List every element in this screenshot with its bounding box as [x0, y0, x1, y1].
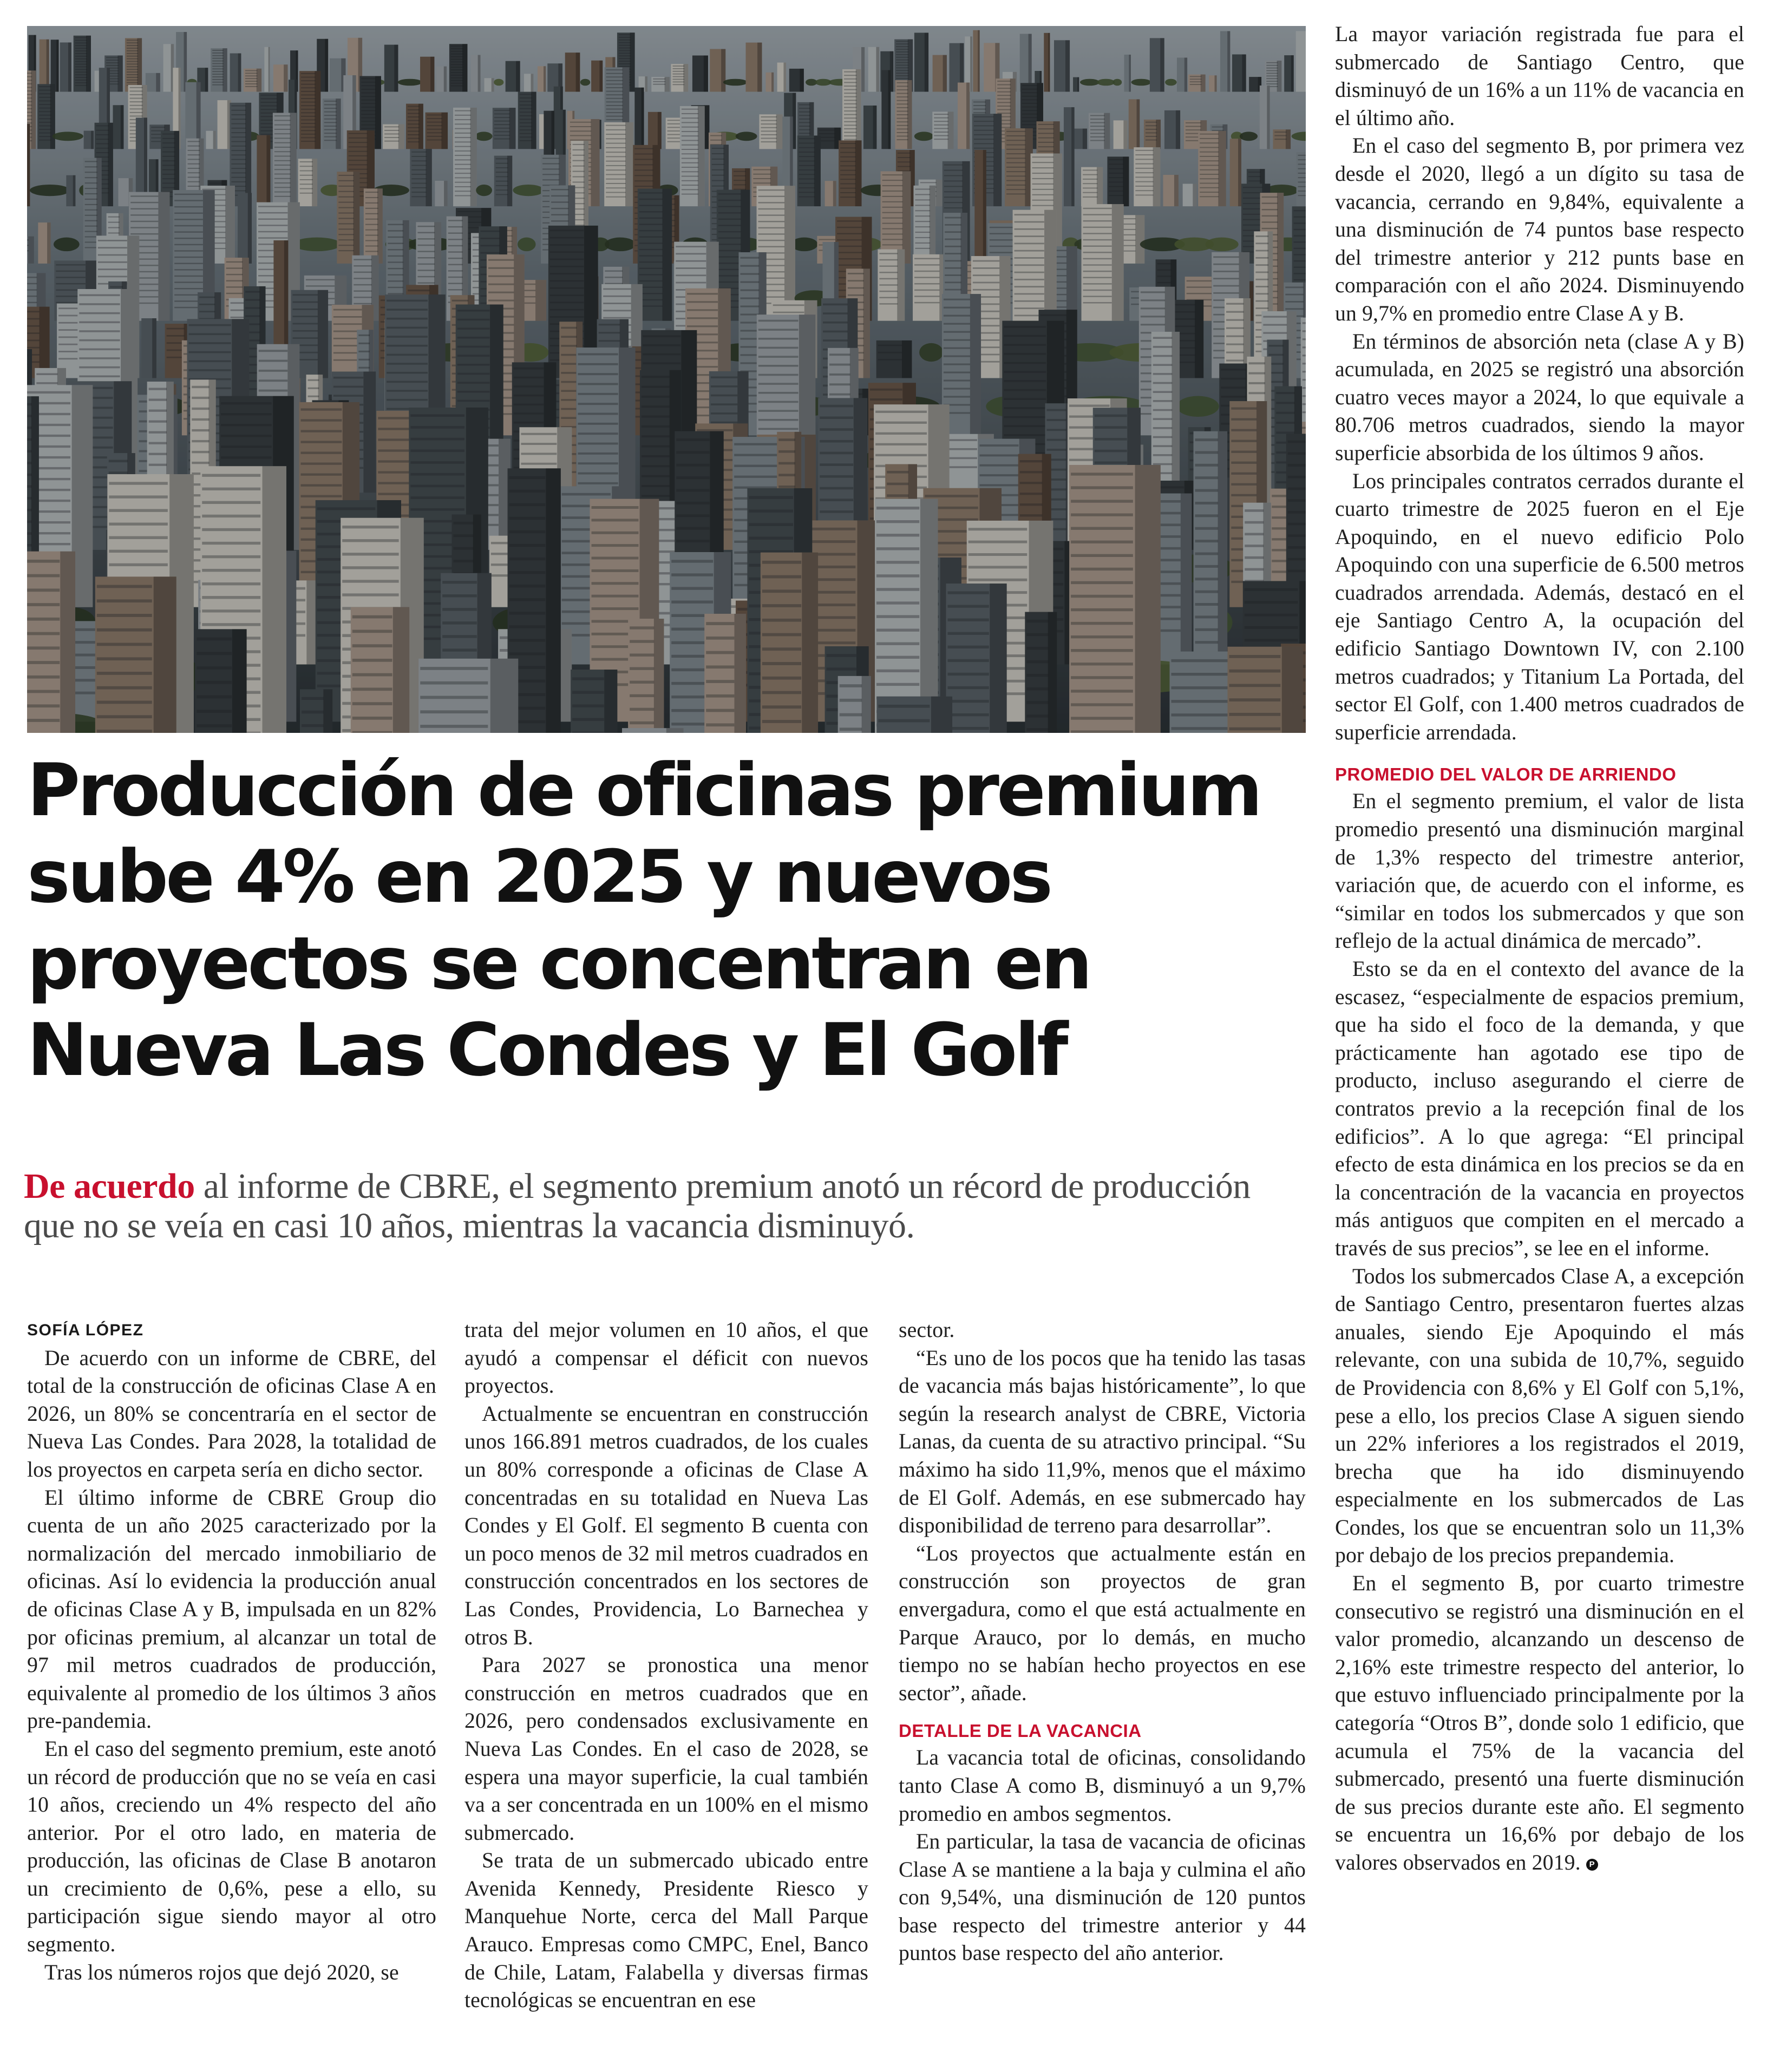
headline-line: Nueva Las Condes y El Golf: [27, 1008, 1066, 1092]
article-headline: [27, 747, 1310, 1093]
subheading: PROMEDIO DEL VALOR DE ARRIENDO: [1335, 764, 1677, 785]
headline-line: proyectos se concentran en: [27, 921, 1090, 1006]
paragraph: La mayor variación registrada fue para el submercado de Santiago Centro, que disminuyó de un 16% a un 11% de vacancia en el último año.: [1335, 22, 1744, 130]
paragraph: Esto se da en el contexto del avance de la escasez, “especialmente de espacios premium, que ha sido el foco de la demanda, y que prácticamente han agotado ese tipo de producto, incluso asegurando el cierre de contratos previo a la recepción final de los edificios”. A lo que agrega: “El principal efecto de esta dinámica en los precios se da en la concentración de la vacancia en proyectos más antiguos que compiten en el mercado a través de sus precios”, se lee en el informe.: [1335, 957, 1744, 1260]
paragraph: De acuerdo con un informe de CBRE, del total de la construcción de oficinas Clase A en 2026, un 80% se concentraría en el sector de Nueva Las Condes. Para 2028, la totalidad de los proyectos en carpeta sería en dicho sector.: [27, 1346, 436, 1481]
paragraph: “Es uno de los pocos que ha tenido las tasas de vacancia más bajas históricamente”, lo que según la research analyst de CBRE, Victoria Lanas, da cuenta de su atractivo principal. “Su máximo ha sido 11,9%, menos que el máximo de El Golf. Además, en ese submercado hay disponibilidad de terreno para desarrollar”.: [899, 1346, 1306, 1538]
end-of-article-mark: P: [1586, 1859, 1598, 1871]
article-column-1: [27, 1316, 436, 1986]
paragraph: [1335, 1570, 1744, 1877]
paragraph: Actualmente se encuentran en construcción unos 166.891 metros cuadrados, de los cuales un 80% corresponde a oficinas de Clase A concentradas en su totalidad en Nueva Las Condes y El Golf. El segmento B cuenta con un poco menos de 32 mil metros cuadrados en construcción concentrados en los sectores de Las Condes, Providencia, Lo Barnechea y otros B.: [464, 1401, 868, 1649]
paragraph: Tras los números rojos que dejó 2020, se: [44, 1960, 399, 1984]
paragraph: En el segmento premium, el valor de lista promedio presentó una disminución marginal de 1,3% respecto del trimestre anterior, variación que, de acuerdo con el informe, es “similar en todos los submercados y que son reflejo de la actual dinámica de mercado”.: [1335, 789, 1744, 953]
article-column-3: [899, 1316, 1306, 1968]
paragraph: El último informe de CBRE Group dio cuenta de un año 2025 caracterizado por la normalización del mercado inmobiliario de oficinas. Así lo evidencia la producción anual de oficinas Clase A y B, impulsada en un 82% por oficinas premium, al alcanzar un total de 97 mil metros cuadrados de producción, equivalente al promedio de los últimos 3 años pre-pandemia.: [27, 1485, 436, 1733]
deck-text: al informe de CBRE, el segmento premium anotó un récord de producción que no se veía en casi 10 años, mientras la vacancia disminuyó.: [24, 1166, 1251, 1245]
author-byline: SOFÍA LÓPEZ: [27, 1321, 144, 1339]
paragraph: sector.: [899, 1318, 955, 1342]
subheading: DETALLE DE LA VACANCIA: [899, 1721, 1142, 1741]
deck-lead: De acuerdo: [24, 1166, 195, 1206]
paragraph: En el caso del segmento premium, este anotó un récord de producción que no se veía en casi 10 años, creciendo un 4% respecto del año anterior. Por el otro lado, en materia de producción, las oficinas de Clase B anotaron un crecimiento de 0,6%, pese a ello, su participación sigue siendo mayor al otro segmento.: [27, 1736, 436, 1957]
paragraph: La vacancia total de oficinas, consolidando tanto Clase A como B, disminuyó a un 9,7% promedio en ambos segmentos.: [899, 1746, 1306, 1826]
paragraph: En el caso del segmento B, por primera vez desde el 2020, llegó a un dígito su tasa de vacancia, cerrando en 9,84%, equivalente a una disminución de 74 puntos base respecto del trimestre anterior y 212 punts base en comparación con el año 2024. Disminuyendo un 9,7% en promedio entre Clase A y B.: [1335, 134, 1744, 325]
paragraph: Los principales contratos cerrados durante el cuarto trimestre de 2025 fueron en el Eje Apoquindo, en el nuevo edificio Polo Apoquindo con una superficie de 6.500 metros cuadrados arrendada. Además, destacó en el eje Santiago Centro A, la ocupación del edificio Santiago Downtown IV, con 2.100 metros cuadrados; y Titanium La Portada, del sector El Golf, con 1.400 metros cuadrados de superficie arrendada.: [1335, 469, 1744, 744]
headline-line: sube 4% en 2025 y nuevos: [27, 835, 1051, 919]
article-deck: [24, 1166, 1296, 1245]
paragraph: Para 2027 se pronostica una menor construcción en metros cuadrados que en 2026, pero condensados exclusivamente en Nueva Las Condes. En el caso de 2028, se espera una mayor superficie, la cual también va a ser concentrada en un 100% en el mismo submercado.: [464, 1653, 868, 1845]
paragraph: En particular, la tasa de vacancia de oficinas Clase A se mantiene a la baja y culmina el año con 9,54%, una disminución de 120 puntos base respecto del trimestre anterior y 44 puntos base respecto del año anterior.: [899, 1830, 1306, 1965]
city-skyline-photo: [27, 26, 1306, 733]
paragraph: En términos de absorción neta (clase A y B) acumulada, en 2025 se registró una absorción cuatro veces mayor a 2024, lo que equivale a 80.706 metros cuadrados, siendo la mayor superficie absorbida de los últimos 9 años.: [1335, 329, 1744, 465]
paragraph: Se trata de un submercado ubicado entre Avenida Kennedy, Presidente Riesco y Manquehue Norte, cerca del Mall Parque Arauco. Empresas como CMPC, Enel, Banco de Chile, Latam, Falabella y diversas firmas tecnológicas se encuentran en ese: [464, 1848, 868, 2012]
article-column-2: [464, 1316, 868, 2015]
paragraph: “Los proyectos que actualmente están en construcción son proyectos de gran envergadura, como el que está actualmente en Parque Arauco, por lo demás, en mucho tiempo no se habían hecho proyectos en ese sector”, añade.: [899, 1541, 1306, 1705]
article-column-4: [1335, 21, 1744, 1877]
paragraph: Todos los submercados Clase A, a excepción de Santiago Centro, presentaron fuertes alzas anuales, siendo Eje Apoquindo el más relevante, con una subida de 10,7%, seguido de Providencia con 8,6% y El Golf con 5,1%, pese a ello, los precios Clase A siguen siendo un 22% inferiores a los registrados el 2019, brecha que ha ido disminuyendo especialmente en los submercados de Las Condes, los que se encuentran solo un 11,3% por debajo de los precios prepandemia.: [1335, 1264, 1744, 1568]
paragraph: trata del mejor volumen en 10 años, el que ayudó a compensar el déficit con nuevos proyectos.: [464, 1318, 868, 1398]
paragraph-text: En el segmento B, por cuarto trimestre consecutivo se registró una disminución en el valor promedio, alcanzando un descenso de 2,16% este trimestre respecto del anterior, lo que estuvo influenciado principalmente por la categoría “Otros B”, donde solo 1 edificio, que acumula el 75% de la vacancia del submercado, presentó una fuerte disminución de sus precios durante este año. El segmento se encuentra un 16,6% por debajo de los valores observados en 2019.: [1335, 1571, 1744, 1874]
headline-line: Producción de oficinas premium: [27, 748, 1260, 832]
